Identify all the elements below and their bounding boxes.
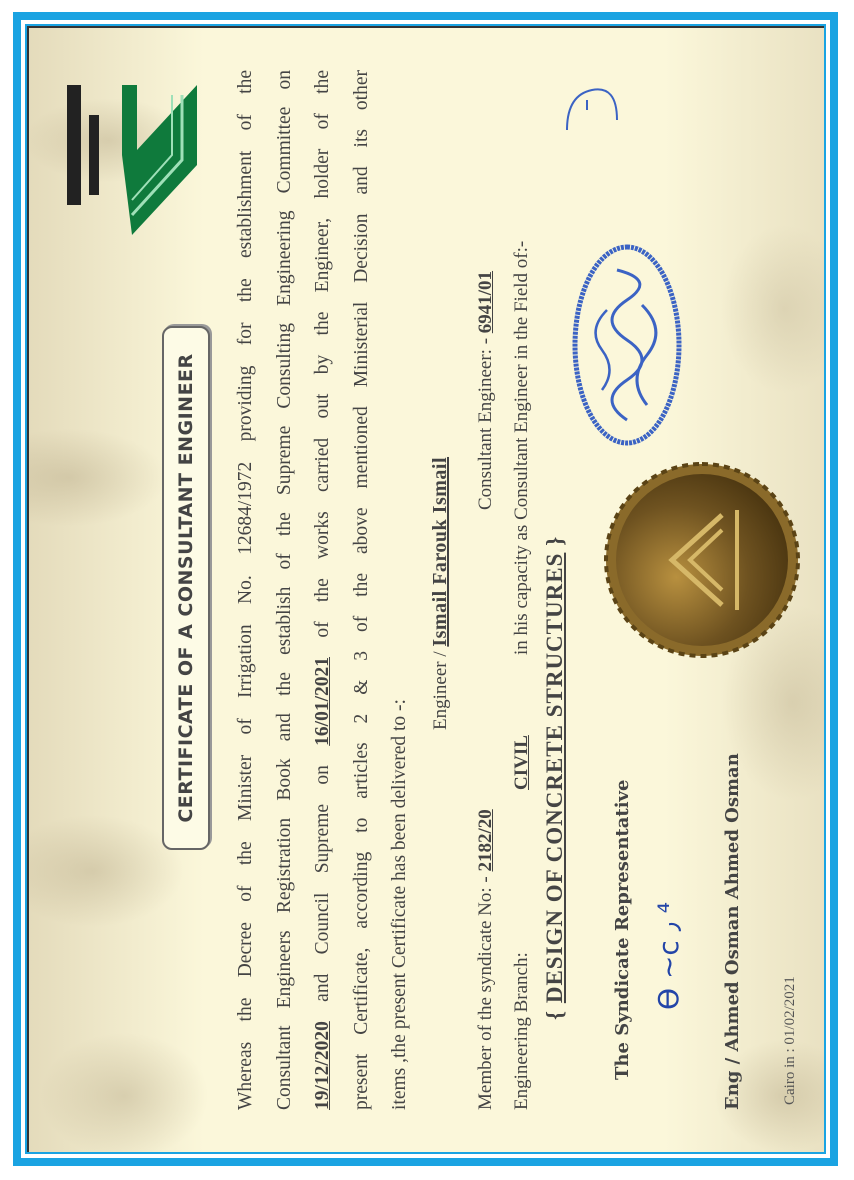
body-line-3-end: of the works carried out by the Engineer, holder of the xyxy=(312,69,333,657)
gold-seal-icon xyxy=(602,460,802,660)
handwritten-mark-icon xyxy=(557,80,627,140)
body-line-2: Consultant Engineers Registration Book and the establish of the Supreme Consulting Engineering Committee on xyxy=(273,70,295,1110)
engineer-row xyxy=(429,457,452,730)
certificate-body xyxy=(227,70,420,1110)
committee-date: 19/12/2020 xyxy=(312,1021,333,1110)
consultant-number: 6941/01 xyxy=(475,270,496,334)
consultant-label: Consultant Engineer: - xyxy=(475,333,496,510)
certificate-frame xyxy=(13,12,838,1166)
representative-name: Eng / Ahmed Osman Ahmed Osman xyxy=(722,753,743,1110)
syndicate-number: 2182/20 xyxy=(475,809,496,872)
body-line-5: items ,the present Certificate has been delivered to -: xyxy=(389,699,410,1110)
capacity-text: in his capacity as Consultant Engineer in the Field of:- xyxy=(511,240,532,655)
council-date: 16/01/2021 xyxy=(312,656,333,746)
certificate-paper xyxy=(27,26,824,1152)
blue-stamp-icon xyxy=(567,240,687,450)
certificate-content xyxy=(37,50,824,1150)
body-line-3-mid: and Council Supreme on xyxy=(312,745,333,1022)
syndicate-label: Member of the syndicate No: - xyxy=(475,871,496,1110)
issue-date: Cairo in : 01/02/2021 xyxy=(782,976,798,1105)
field-of-specialty xyxy=(542,536,568,1020)
brace-close: } xyxy=(542,535,567,553)
body-line-3 xyxy=(304,70,343,1110)
certificate-title-box xyxy=(162,326,210,850)
handwritten-signature: Ɵ ~c ٫ ⁴ xyxy=(652,902,685,1010)
branch-label: Engineering Branch: xyxy=(511,952,532,1110)
engineer-label: Engineer / xyxy=(430,646,451,730)
certificate-title: CERTIFICATE OF A CONSULTANT ENGINEER xyxy=(175,353,197,823)
branch-value: CIVIL xyxy=(511,735,532,790)
syndicate-logo-icon xyxy=(57,75,207,245)
engineer-name: Ismail Farouk Ismail xyxy=(429,456,451,647)
field-value: DESIGN OF CONCRETE STRUCTURES xyxy=(542,552,567,1004)
body-line-1: Whereas the Decree of the Minister of Irrigation No. 12684/1972 providing for the establishment of the xyxy=(235,70,256,1110)
consultant-row xyxy=(475,271,497,510)
body-line-4: present Certificate, according to articles 2 & 3 of the above mentioned Ministerial Decision and its other xyxy=(350,70,372,1110)
representative-title: The Syndicate Representative xyxy=(612,779,633,1080)
frame-gap xyxy=(21,20,830,1158)
frame-inner xyxy=(25,24,826,1154)
brace-open: { xyxy=(542,1003,567,1020)
syndicate-row xyxy=(475,809,497,1110)
